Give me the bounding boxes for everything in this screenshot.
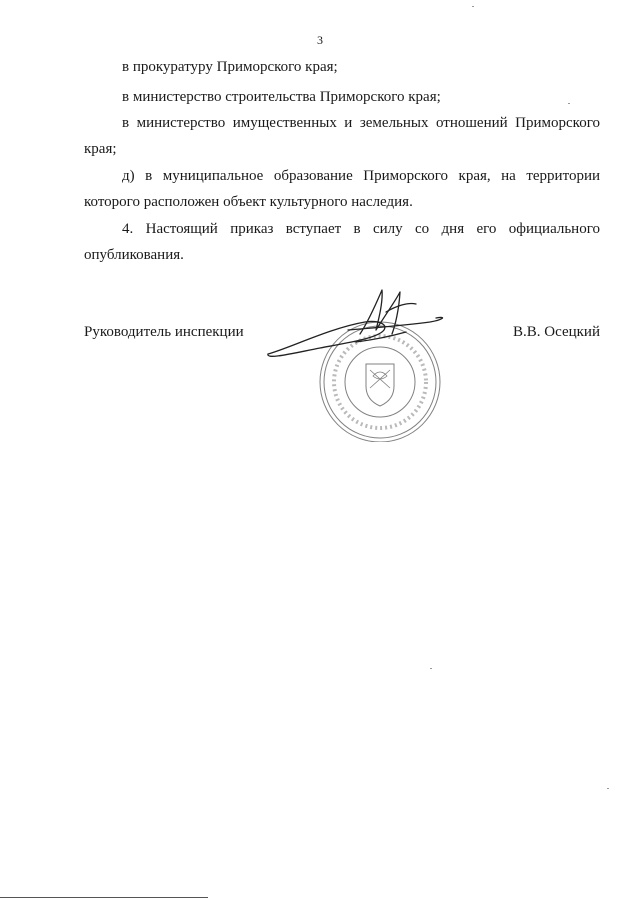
bottom-divider [0, 897, 208, 898]
signer-name: В.В. Осецкий [513, 324, 600, 340]
scan-speck [568, 103, 570, 104]
seal-and-signature [260, 282, 470, 442]
paragraph-prosecutor: в прокуратуру Приморского края; [122, 59, 338, 75]
paragraph-effective-date: 4. Настоящий приказ вступает в силу со дня его официального опубликования. [84, 221, 600, 263]
scan-speck [607, 788, 609, 789]
scan-speck [430, 668, 432, 669]
signer-title: Руководитель инспекции [84, 324, 244, 340]
scan-speck [472, 6, 474, 7]
paragraph-property-ministry: в министерство имущественных и земельных отношений Приморского края; [84, 115, 600, 157]
paragraph-construction-ministry: в министерство строительства Приморского края; [122, 89, 441, 105]
official-seal-icon [260, 282, 470, 442]
page-number: 3 [317, 33, 323, 47]
paragraph-municipality: д) в муниципальное образование Приморского края, на территории которого расположен объект культурного наследия. [84, 168, 600, 210]
